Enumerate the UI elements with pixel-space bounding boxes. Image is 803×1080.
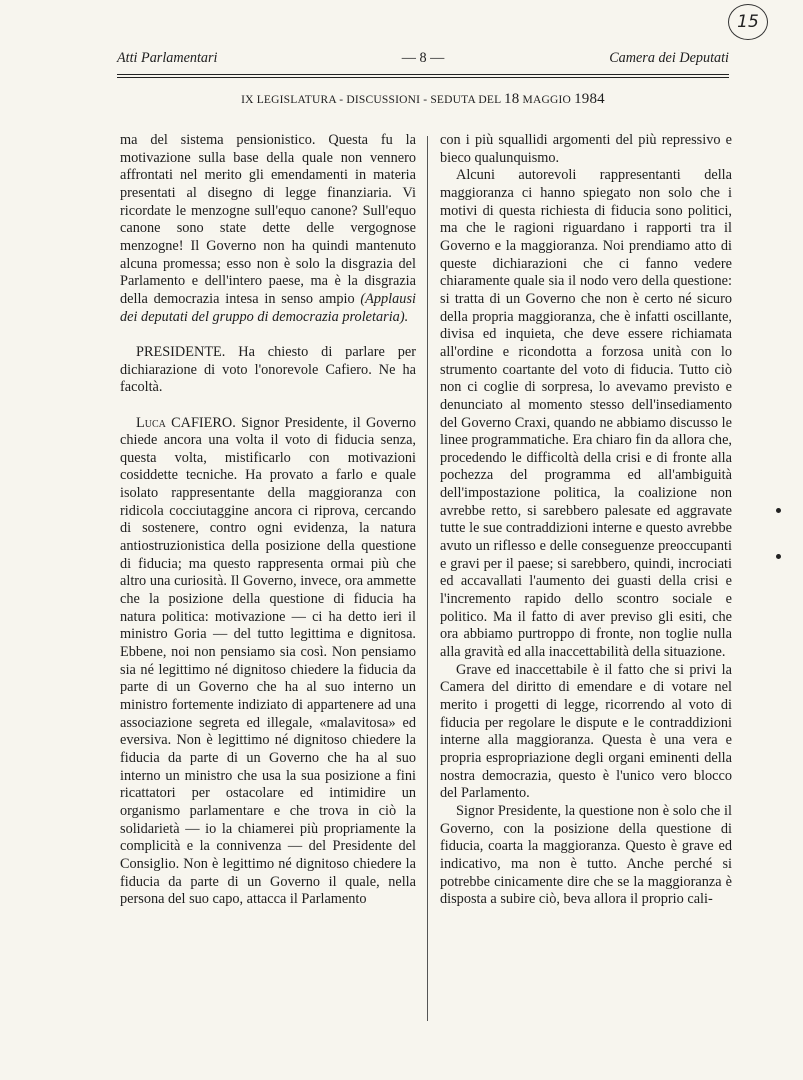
header-chamber: Camera dei Deputati (609, 50, 729, 66)
applause-note: (Applausi dei deputati del gruppo di democrazia proletaria). (120, 290, 416, 325)
margin-dot (776, 554, 781, 559)
session-month: MAGGIO (522, 94, 571, 106)
paragraph (120, 132, 416, 326)
left-column (120, 132, 416, 909)
speaker-last-name: CAFIERO. (171, 414, 236, 431)
handwritten-page-number: 15 (728, 4, 768, 40)
paragraph-text: ma del sistema pensionistico. Questa fu la motivazione sulla base della quale non vennero affrontati nel merito gli emendamenti in materia presentati al disegno di legge finanziaria. Vi ricordate le menzogne sull'equo canone? Sull'equo canone sono state dette delle vergognose menzogne! Il Governo non ha quindi mantenuto alcuna promessa; esso non è solo la disgrazia del Parlamento e dell'intero paese, ma è la disgrazia della democrazia intesa in senso ampio (120, 132, 416, 307)
header-publication: Atti Parlamentari (117, 50, 218, 66)
column-divider (427, 136, 428, 1021)
paragraph: PRESIDENTE. Ha chiesto di parlare per dichiarazione di voto l'onorevole Cafiero. Ne ha facoltà. (120, 343, 416, 396)
header-rule-top (117, 74, 729, 75)
session-year: 1984 (574, 91, 605, 107)
session-day: 18 (504, 91, 520, 107)
header-page-number: — 8 — (401, 50, 445, 66)
paragraph-text: Signor Presidente, il Governo chiede ancora una volta il voto di fiducia senza, questa volta, mistificarlo con motivazioni cosiddette tecniche. Ha provato a farlo e quale isolato rappresentante della maggioranza con ridicola cocciutaggine ancora ci riprova, cercando di sostenere, contro ogni evidenza, la natura antiostruzionistica della posizione della questione di fiducia; ma questo rappresenta ormai più che altro una curiosità. Il Governo, invece, ora ammette che la posizione della questione di fiducia ha natura politica: motivazione — ci ha detto ieri il ministro Goria — del tutto legittima e dignitosa. Ebbene, noi non pensiamo sia così. Non pensiamo sia né legittimo né dignitoso chiedere la fiducia da parte di un Governo che ha al suo interno un ministro fortemente indiziato di appartenere ad una associazione segreta ed illegale, «malavitosa» ed eversiva. Non è legittimo né dignitoso chiedere la fiducia da parte di un Governo che ha al suo interno un ministro che usa la sua posizione a fini ricattatori per ostacolare ed intimidire un organismo parlamentare e che trova in ciò la solidarietà — io la chiamerei più propriamente la complicità e la connivenza — del Presidente del Consiglio. Non è legittimo né dignitoso chiedere la fiducia da parte di un Governo il quale, nella persona del suo capo, attacca il Parlamento (120, 414, 416, 908)
header-rule-bottom (117, 77, 729, 78)
paragraph: Signor Presidente, la questione non è solo che il Governo, con la posizione della questione di fiducia, coarta la maggioranza. Questo è grave ed indicativo, ma non è tutto. Anche perché si potrebbe cinicamente dire che se la maggioranza è disposta a subire ciò, beva allora il proprio cali- (440, 802, 732, 908)
page-header (117, 50, 729, 74)
paragraph: Alcuni autorevoli rappresentanti della maggioranza ci hanno spiegato non solo che i motivi di questa richiesta di fiducia sono politici, ma che le ragioni riguardano i rapporti tra il Governo e la maggioranza. Noi prendiamo atto di queste dichiarazioni che ci fanno vedere chiaramente quale sia il nodo vero della questione: si tratta di un Governo che non è certo né sicuro della propria maggioranza, che è infatti oscillante, divisa ed inquieta, che deve essere richiamata all'ordine e ricondotta a forzosa unità con lo strumento coartante del voto di fiducia. Tutto ciò non ci coglie di sorpresa, lo avevamo previsto e denunciato al momento stesso dell'insediamento del Governo Craxi, quando ne abbiamo discusso le linee programmatiche. Era chiaro fin da allora che, procedendo le difficoltà della crisi e di fronte alla pochezza del programma ed all'ambiguità dell'impostazione politica, la coalizione non avrebbe retto, si sarebbero palesate ed aggravate tutte le sue contraddizioni interne e questo avrebbe avuto un riflesso e delle conseguenze preoccupanti e gravi per il paese; si sarebbero, quindi, incrociati ed accavallati l'aumento dei guasti della crisi e l'incremento rapido dello scontro sociale e politico. Ma il fatto di aver previso gli esiti, che ora abbiamo purtroppo di fronte, non toglie nulla alla gravità ed alla inaccettabilità della situazione. (440, 167, 732, 661)
margin-dot (776, 508, 781, 513)
paragraph: con i più squallidi argomenti del più repressivo e bieco qualunquismo. (440, 132, 732, 166)
speaker-first-name: Luca (136, 414, 166, 431)
right-column (440, 132, 732, 909)
session-line (117, 91, 729, 108)
paragraph: Grave ed inaccettabile è il fatto che si privi la Camera del diritto di emendare e di votare nel merito i progetti di legge, ricorrendo al voto di fiducia per regolare le dispute e le contraddizioni interne alla maggioranza. Questa è una vera e propria espropriazione degli organi eminenti della nostra democrazia, questo è l'unico vero blocco del Parlamento. (440, 661, 732, 802)
session-prefix: IX LEGISLATURA - DISCUSSIONI - SEDUTA DEL (241, 94, 501, 106)
paragraph (120, 415, 416, 909)
